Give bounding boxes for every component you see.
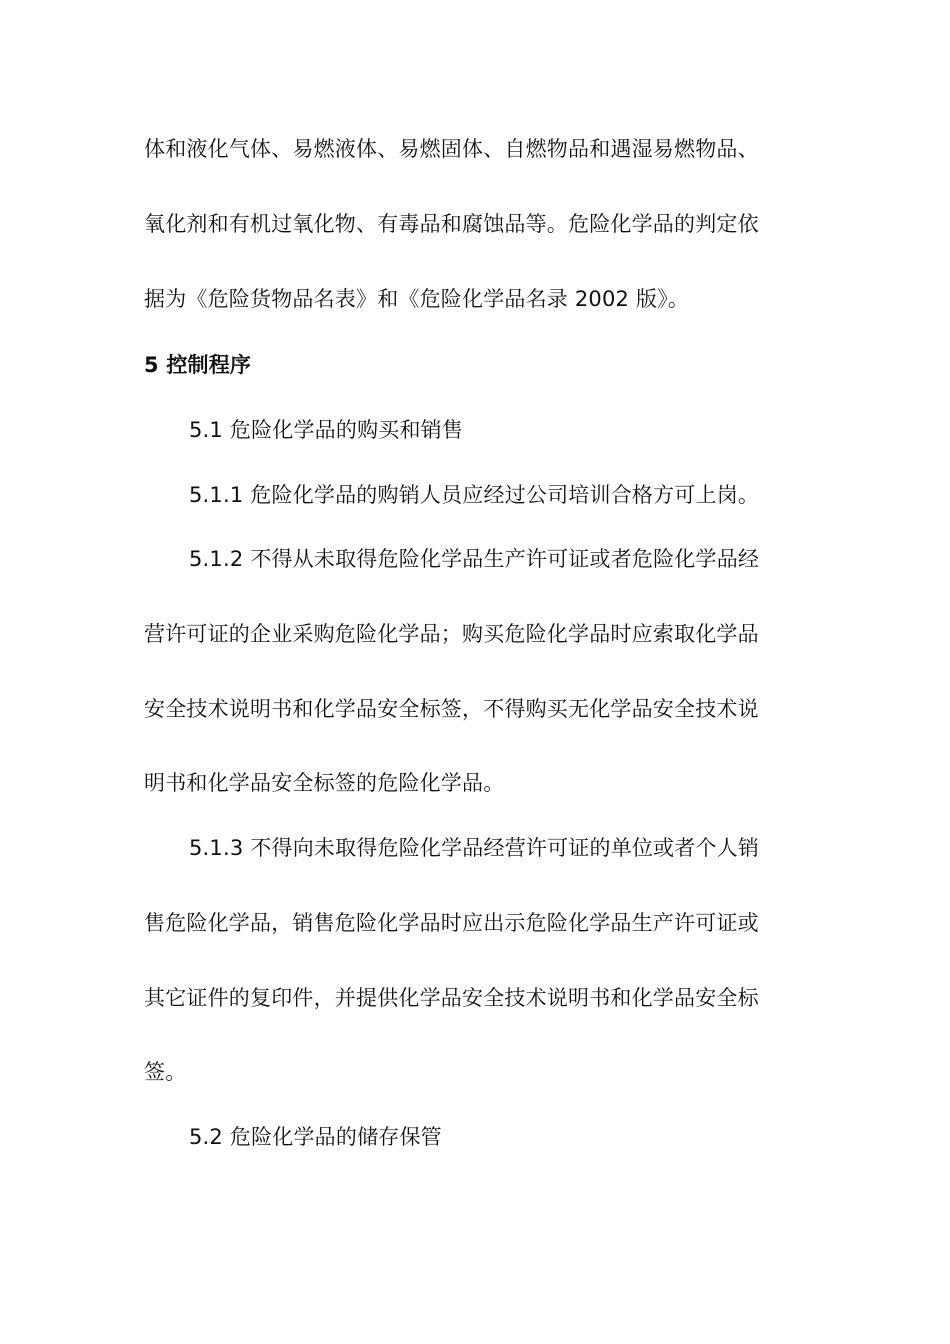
subsection-heading: 5.2 危险化学品的储存保管 — [189, 1125, 442, 1149]
paragraph-line: 营许可证的企业采购危险化学品；购买危险化学品时应索取化学品 — [144, 622, 759, 646]
section-heading: 5 控制程序 — [144, 353, 252, 377]
paragraph-line: 明书和化学品安全标签的危险化学品。 — [144, 771, 505, 795]
paragraph-line: 体和液化气体、易燃液体、易燃固体、自燃物品和遇湿易燃物品、 — [144, 137, 759, 161]
clause-line: 5.1.2 不得从未取得危险化学品生产许可证或者危险化学品经 — [189, 547, 760, 571]
paragraph-line: 其它证件的复印件，并提供化学品安全技术说明书和化学品安全标 — [144, 986, 759, 1010]
paragraph-line: 安全技术说明书和化学品安全标签，不得购买无化学品安全技术说 — [144, 697, 759, 721]
paragraph-line: 据为《危险货物品名表》和《危险化学品名录 2002 版》。 — [144, 287, 690, 311]
clause-line: 5.1.3 不得向未取得危险化学品经营许可证的单位或者个人销 — [189, 836, 760, 860]
paragraph-line: 氧化剂和有机过氧化物、有毒品和腐蚀品等。危险化学品的判定依 — [144, 212, 759, 236]
subsection-heading: 5.1 危险化学品的购买和销售 — [189, 418, 464, 442]
paragraph-line: 签。 — [144, 1060, 187, 1084]
paragraph-line: 售危险化学品，销售危险化学品时应出示危险化学品生产许可证或 — [144, 911, 759, 935]
clause-line: 5.1.1 危险化学品的购销人员应经过公司培训合格方可上岗。 — [189, 483, 760, 507]
